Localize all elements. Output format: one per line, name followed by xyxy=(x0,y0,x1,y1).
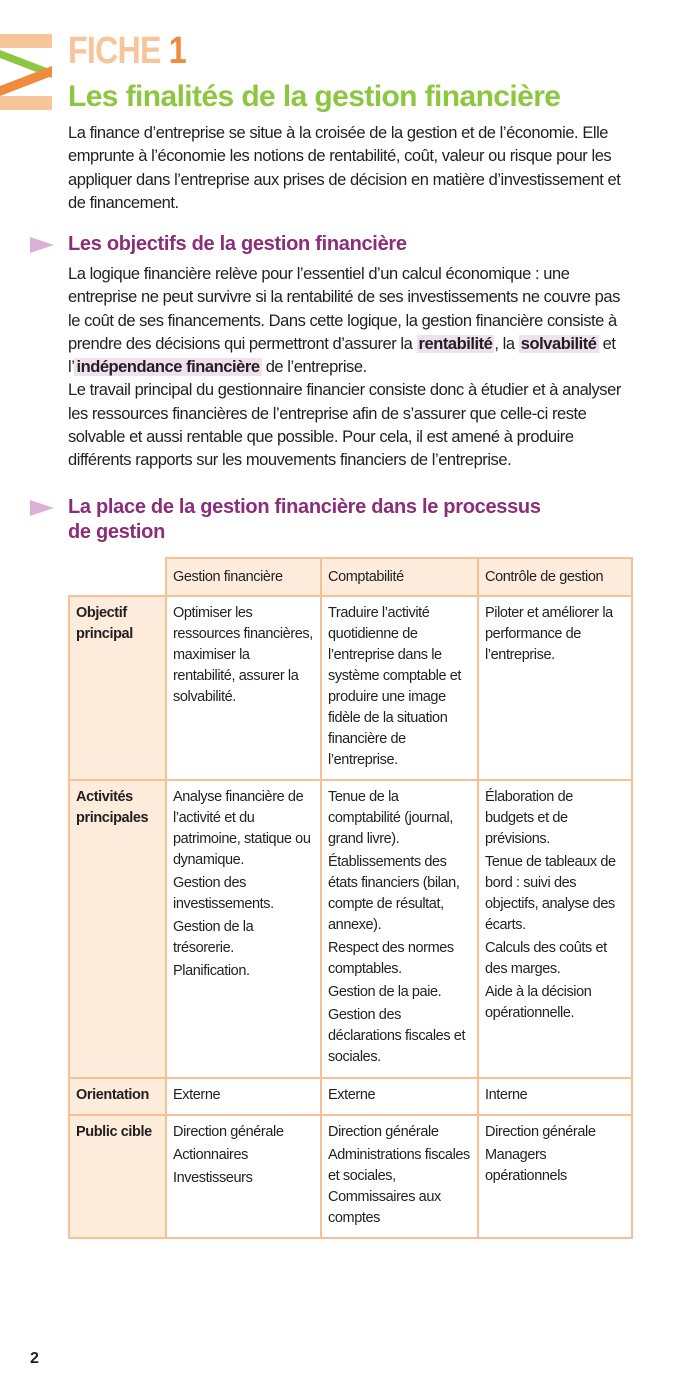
column-header: Contrôle de gestion xyxy=(478,558,632,596)
row-header: Orientation xyxy=(69,1078,166,1115)
intro-paragraph: La finance d’entreprise se situe à la croisée de la gestion et de l’économie. Elle emprunte à l’économie les notions de rentabilité, coût, valeur ou risque pour les appliquer dans l’entreprise aux prises de décision en matière d’investissement et de financement. xyxy=(68,124,621,212)
triangle-bullet-icon xyxy=(30,237,54,253)
cell-text: Élaboration de budgets et de prévisions. xyxy=(485,789,573,847)
cell-text: Analyse financière de l’activité et du patrimoine, statique ou dynamique. xyxy=(173,789,311,868)
table-cell xyxy=(321,1115,478,1238)
page-number: 2 xyxy=(30,1350,39,1367)
cell-text: Externe xyxy=(328,1087,376,1103)
cell-text: Interne xyxy=(485,1087,528,1103)
table-cell xyxy=(321,1078,478,1115)
cell-text: Optimiser les ressources financières, maximiser la rentabilité, assurer la solvabilité. xyxy=(173,605,313,705)
comparison-table xyxy=(68,557,633,1239)
cell-text: Piloter et améliorer la performance de l’entreprise. xyxy=(485,605,613,663)
cell-text: Respect des normes comptables. xyxy=(328,940,454,977)
cell-text: Traduire l’activité quotidienne de l’entreprise dans le système comptable et produire une image fidèle de la situation financière de l’entreprise. xyxy=(328,605,462,768)
row-header: Public cible xyxy=(69,1115,166,1238)
table-cell xyxy=(166,1078,321,1115)
row-header: Activités principales xyxy=(69,780,166,1078)
column-header: Gestion financière xyxy=(166,558,321,596)
column-header: Comptabilité xyxy=(321,558,478,596)
section-heading: Les objectifs de la gestion financière xyxy=(68,233,407,255)
cell-text: Calculs des coûts et des marges. xyxy=(485,940,607,977)
table-cell xyxy=(478,1078,632,1115)
table-cell xyxy=(166,596,321,780)
cell-text: Gestion des investissements. xyxy=(173,875,274,912)
table-cell xyxy=(478,780,632,1078)
page-title: Les finalités de la gestion financière xyxy=(68,80,561,113)
cell-text: Administrations fiscales et sociales, Commissaires aux comptes xyxy=(328,1147,470,1226)
table-row xyxy=(69,780,632,1078)
table-row xyxy=(69,1115,632,1238)
table-corner xyxy=(69,558,166,596)
cell-text: Direction générale xyxy=(328,1124,439,1140)
table-cell xyxy=(321,596,478,780)
table-row xyxy=(69,596,632,780)
fiche-logo-icon xyxy=(0,34,52,110)
table-cell xyxy=(166,1115,321,1238)
table-cell xyxy=(478,596,632,780)
cell-text: Direction générale xyxy=(485,1124,596,1140)
table-cell xyxy=(478,1115,632,1238)
cell-text: Externe xyxy=(173,1087,221,1103)
section-heading: La place de la gestion financière dans le processus de gestion xyxy=(68,496,541,543)
row-header: Objectif principal xyxy=(69,596,166,780)
table-cell xyxy=(321,780,478,1078)
section1-body: La logique financière relève pour l’essentiel d’un calcul économique : une entreprise ne peut survivre si la rentabilité de ses investissements ne couvre pas le coût de ses financements. Dans cette logique, la gestion financière consiste à prendre des décisions qui permettront d’assurer la rentabilité , la solvabilité et l’ indépendance financière de l’entreprise. Le travail principal du gestionnaire financier consiste donc à étudier et à analyser les ressources financières de l’entreprise afin de s’assurer que celle-ci reste solvable et aussi rentable que possible. Pour cela, il est amené à produire différents rapports sur les mouvements financiers de l’entreprise. xyxy=(68,265,621,470)
cell-text: Gestion de la trésorerie. xyxy=(173,919,254,956)
cell-text: Direction générale xyxy=(173,1124,284,1140)
fiche-label: FICHE 1 xyxy=(68,30,186,72)
table-row xyxy=(69,1078,632,1115)
triangle-bullet-icon xyxy=(30,500,54,516)
cell-text: Tenue de tableaux de bord : suivi des objectifs, analyse des écarts. xyxy=(485,854,616,933)
table-cell xyxy=(166,780,321,1078)
cell-text: Gestion des déclarations fiscales et sociales. xyxy=(328,1007,466,1065)
cell-text: Aide à la décision opérationnelle. xyxy=(485,984,592,1021)
cell-text: Tenue de la comptabilité (journal, grand livre). xyxy=(328,789,453,847)
cell-text: Gestion de la paie. xyxy=(328,984,442,1000)
cell-text: Investisseurs xyxy=(173,1170,253,1186)
cell-text: Actionnaires xyxy=(173,1147,248,1163)
cell-text: Planification. xyxy=(173,963,250,979)
cell-text: Managers opérationnels xyxy=(485,1147,567,1184)
cell-text: Établissements des états financiers (bilan, compte de résultat, annexe). xyxy=(328,854,460,933)
